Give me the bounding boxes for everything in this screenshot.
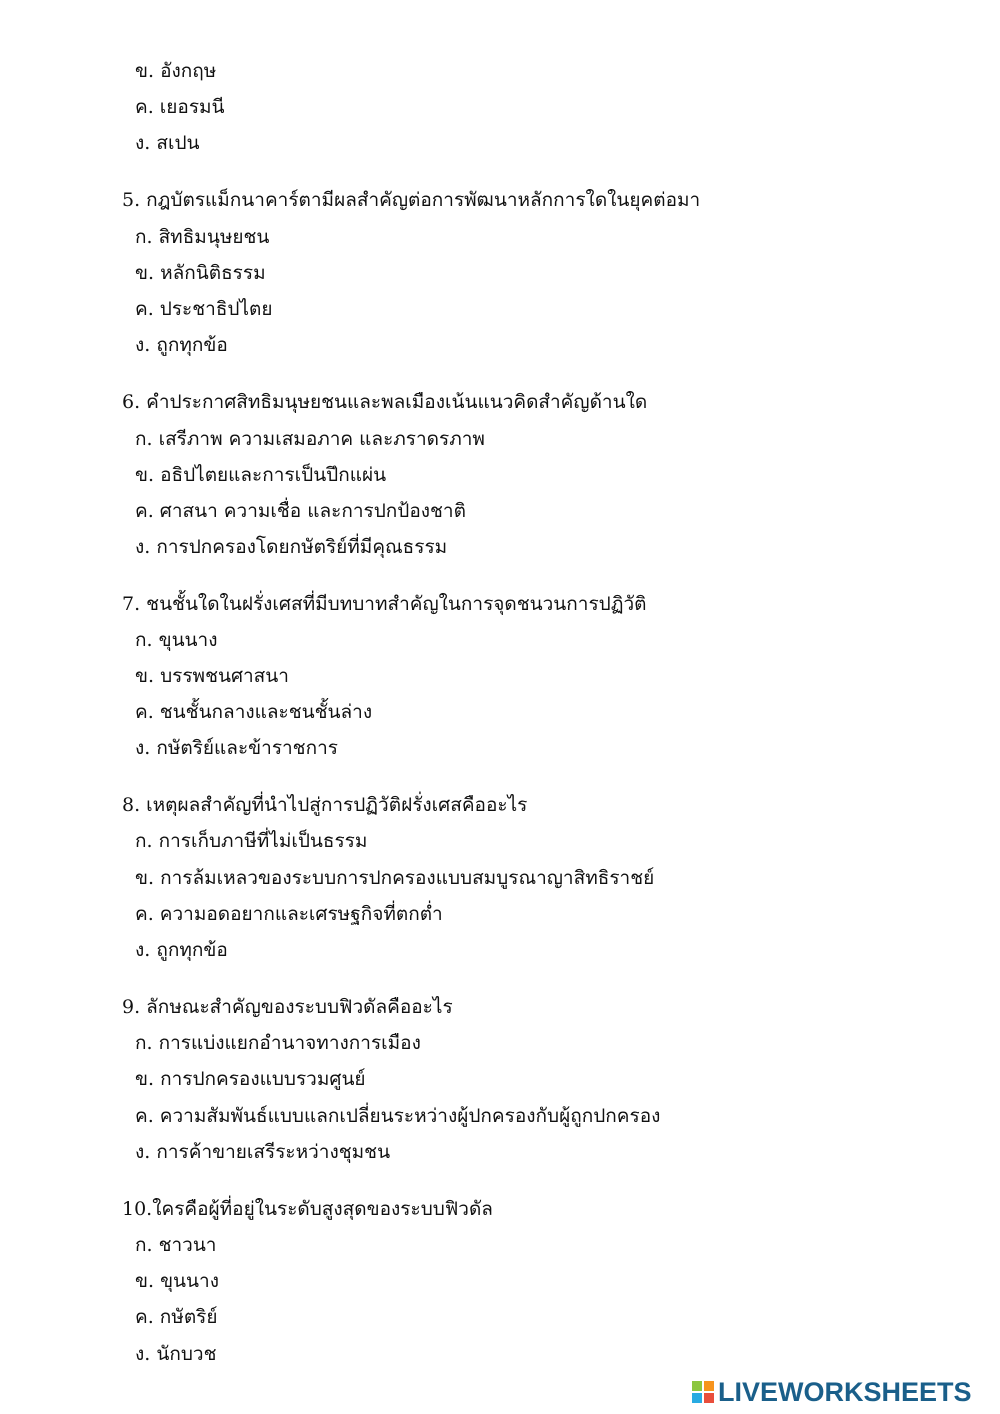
answer-option: ค. ชนชั้นกลางและชนชั้นล่าง — [135, 701, 373, 723]
logo-mark-icon — [692, 1381, 714, 1403]
answer-option: ข. หลักนิติธรรม — [135, 262, 266, 284]
question-text: 9. ลักษณะสำคัญของระบบฟิวดัลคืออะไร — [122, 996, 453, 1018]
answer-option: ง. การค้าขายเสรีระหว่างชุมชน — [135, 1141, 391, 1163]
answer-option: ข. การล้มเหลวของระบบการปกครองแบบสมบูรณาญาสิทธิราชย์ — [135, 867, 655, 889]
answer-option: ค. ความสัมพันธ์แบบแลกเปลี่ยนระหว่างผู้ปกครองกับผู้ถูกปกครอง — [135, 1105, 661, 1127]
answer-option: ค. ประชาธิปไตย — [135, 298, 273, 320]
answer-option: ง. นักบวช — [135, 1343, 217, 1365]
answer-option: ก. สิทธิมนุษยชน — [135, 226, 270, 248]
answer-option: ง. สเปน — [135, 132, 200, 154]
logo-text: LIVEWORKSHEETS — [718, 1376, 972, 1407]
answer-option: ค. กษัตริย์ — [135, 1306, 218, 1328]
answer-option: ค. ศาสนา ความเชื่อ และการปกป้องชาติ — [135, 500, 466, 522]
answer-option: ข. ขุนนาง — [135, 1270, 219, 1292]
answer-option: ค. เยอรมนี — [135, 96, 225, 118]
answer-option: ข. อังกฤษ — [135, 60, 217, 82]
answer-option: ค. ความอดอยากและเศรษฐกิจที่ตกต่ำ — [135, 903, 443, 925]
question-text: 6. คำประกาศสิทธิมนุษยชนและพลเมืองเน้นแนวคิดสำคัญด้านใด — [122, 391, 648, 413]
question-text: 10.ใครคือผู้ที่อยู่ในระดับสูงสุดของระบบฟิวดัล — [122, 1198, 493, 1220]
answer-option: ข. บรรพชนศาสนา — [135, 665, 289, 687]
answer-option: ง. กษัตริย์และข้าราชการ — [135, 737, 338, 759]
answer-option: ข. อธิปไตยและการเป็นปึกแผ่น — [135, 464, 387, 486]
answer-option: ก. ชาวนา — [135, 1234, 217, 1256]
answer-option: ก. เสรีภาพ ความเสมอภาค และภราดรภาพ — [135, 428, 485, 450]
answer-option: ก. ขุนนาง — [135, 629, 218, 651]
answer-option: ก. การแบ่งแยกอำนาจทางการเมือง — [135, 1032, 421, 1054]
answer-option: ง. การปกครองโดยกษัตริย์ที่มีคุณธรรม — [135, 536, 448, 558]
answer-option: ข. การปกครองแบบรวมศูนย์ — [135, 1068, 366, 1090]
question-text: 5. กฎบัตรแม็กนาคาร์ตามีผลสำคัญต่อการพัฒนาหลักการใดในยุคต่อมา — [122, 189, 701, 211]
liveworksheets-logo — [692, 1375, 972, 1409]
question-text: 7. ชนชั้นใดในฝรั่งเศสที่มีบทบาทสำคัญในการจุดชนวนการปฏิวัติ — [122, 593, 647, 615]
answer-option: ง. ถูกทุกข้อ — [135, 939, 228, 961]
question-text: 8. เหตุผลสำคัญที่นำไปสู่การปฏิวัติฝรั่งเศสคืออะไร — [122, 794, 528, 816]
answer-option: ง. ถูกทุกข้อ — [135, 334, 228, 356]
answer-option: ก. การเก็บภาษีที่ไม่เป็นธรรม — [135, 830, 368, 852]
